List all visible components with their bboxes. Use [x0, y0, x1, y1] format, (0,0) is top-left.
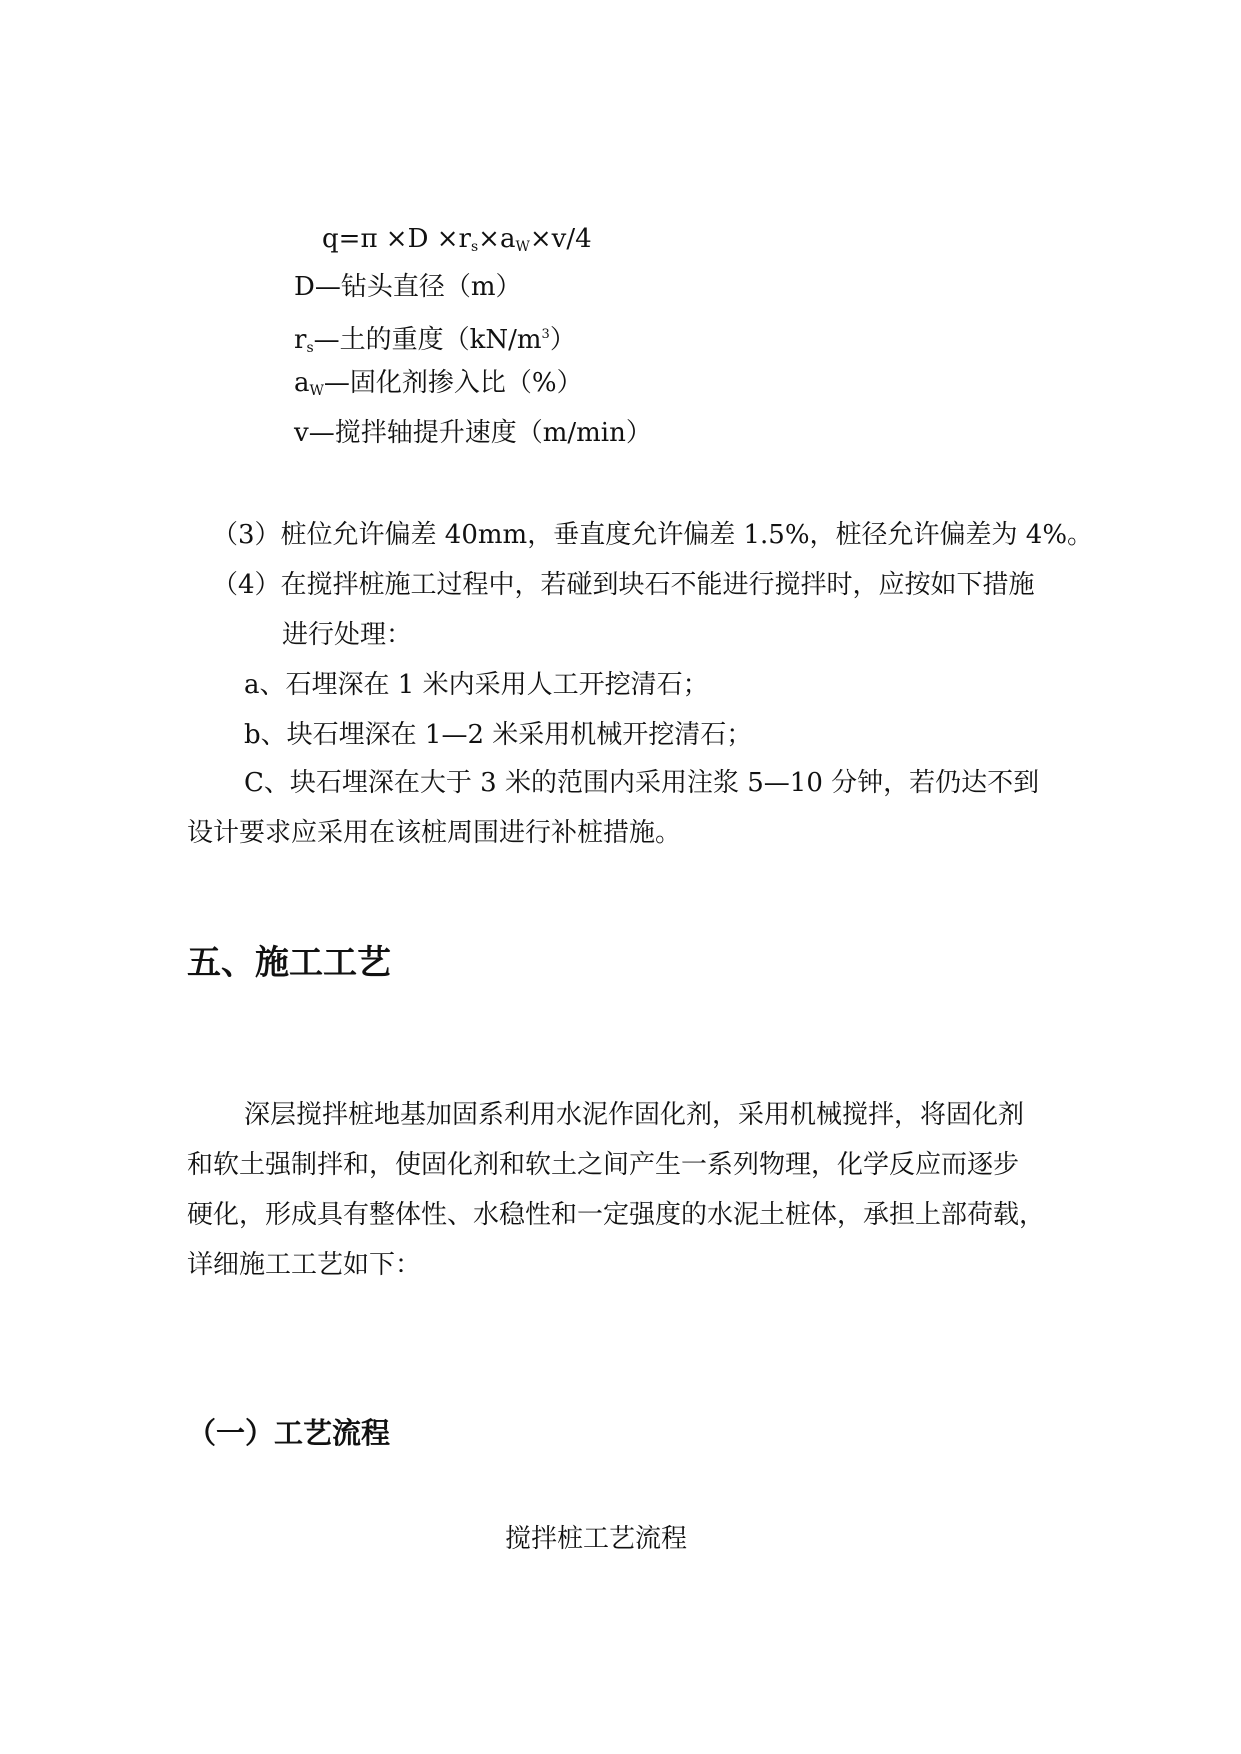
- item-4-a: a、石埋深在 1 米内采用人工开挖清石；: [244, 670, 709, 700]
- section-5-para-line-4: 详细施工工艺如下：: [187, 1250, 422, 1280]
- section-5-para-line-3: 硬化，形成具有整体性、水稳性和一定强度的水泥土桩体，承担上部荷载，: [187, 1200, 1046, 1230]
- formula-line: $q=\pi \times D \times r_s\times a_W\times v/4$: [322, 224, 592, 255]
- section-5-para-line-1: 深层搅拌桩地基加固系利用水泥作固化剂，采用机械搅拌，将固化剂: [244, 1100, 1025, 1130]
- definition-rs: $r_s—$土的重度$(kN/m^3)$: [294, 325, 576, 356]
- item-4-b: b、块石埋深在 1—2 米采用机械开挖清石；: [244, 720, 753, 750]
- definition-aw: $a_W—$固化剂掺入比（%）: [294, 368, 583, 399]
- section-5-para-line-2: 和软土强制拌和，使固化剂和软土之间产生一系列物理，化学反应而逐步: [187, 1150, 1020, 1180]
- item-3: （3）桩位允许偏差 40mm，垂直度允许偏差 1.5%，桩径允许偏差为 4%。: [212, 520, 1094, 550]
- item-4-line-2: 进行处理：: [282, 620, 413, 650]
- flowchart-caption: 搅拌桩工艺流程: [505, 1524, 688, 1554]
- item-4-line-1: （4）在搅拌桩施工过程中，若碰到块石不能进行搅拌时，应按如下措施: [212, 570, 1035, 600]
- definition-v: v—搅拌轴提升速度（m/min）: [294, 418, 652, 448]
- item-4-c-line-2: 设计要求应采用在该桩周围进行补桩措施。: [187, 818, 682, 848]
- definition-d: D—钻头直径（m）: [294, 272, 522, 302]
- subsection-1-title: （一）工艺流程: [187, 1416, 391, 1450]
- item-4-c-line-1: C、块石埋深在大于 3 米的范围内采用注浆 5—10 分钟，若仍达不到: [244, 768, 1040, 798]
- section-5-title: 五、施工工艺: [187, 943, 391, 983]
